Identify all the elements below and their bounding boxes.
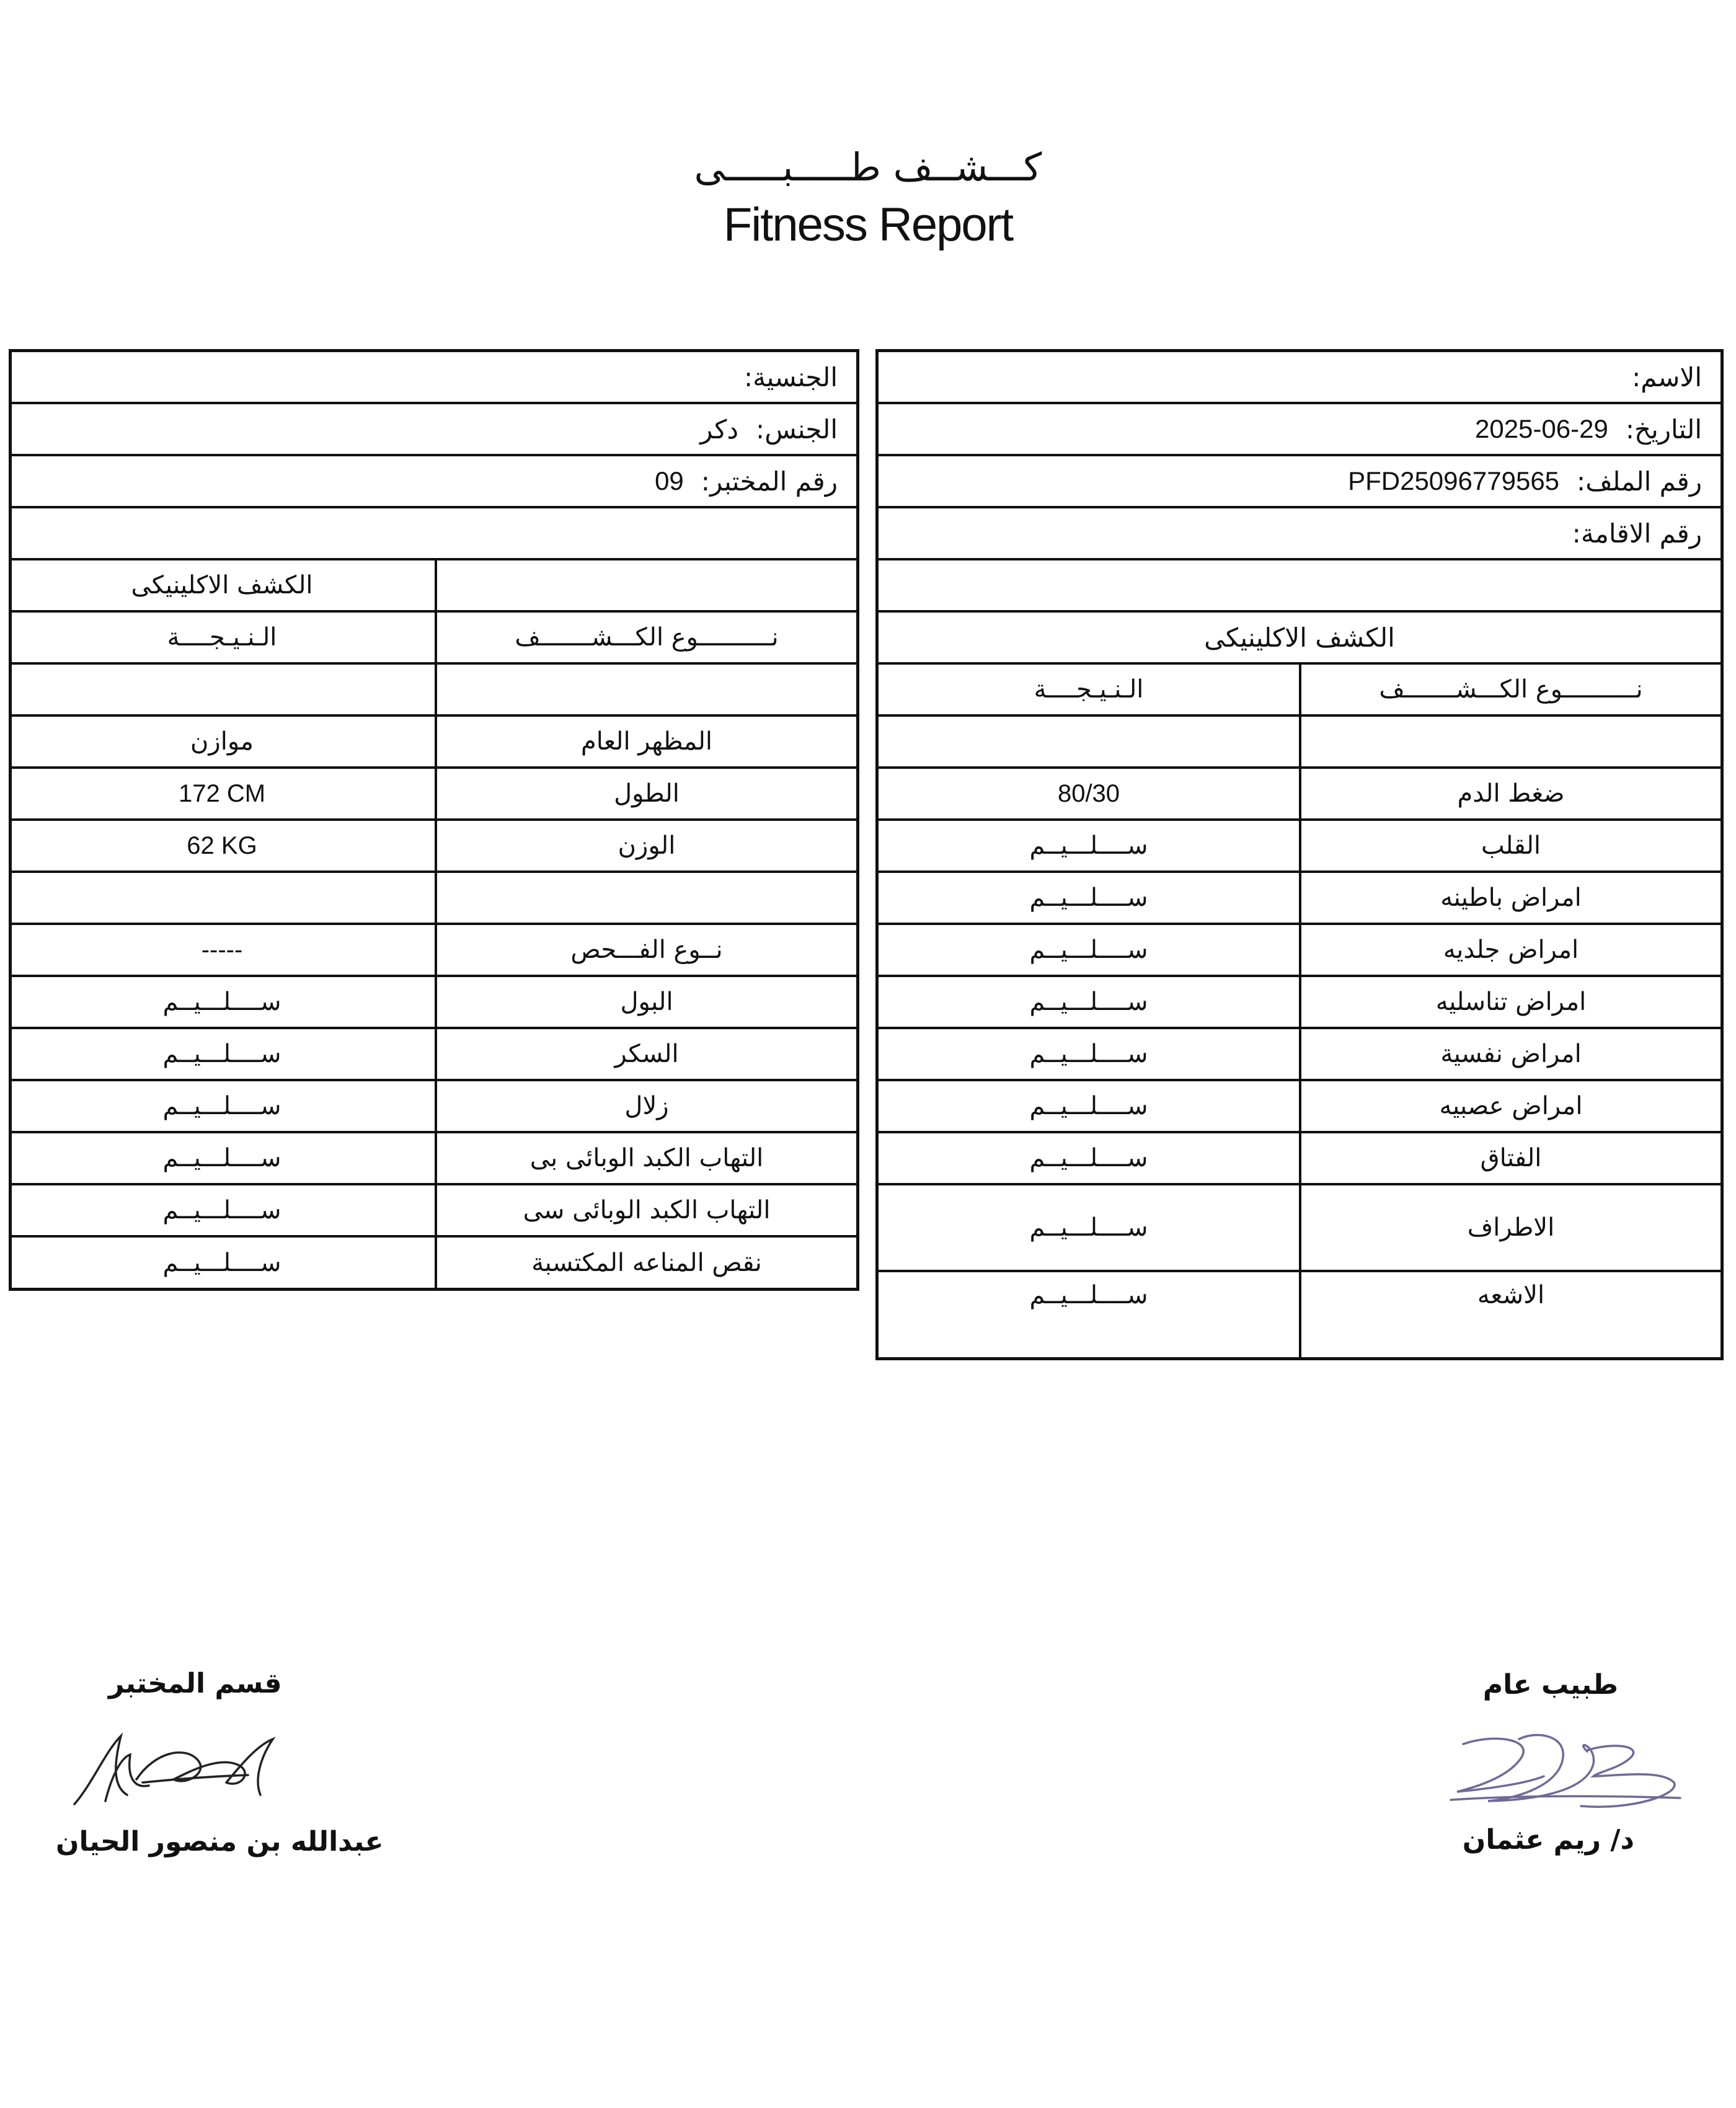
spacer-row [879,560,1720,613]
exam-type: امراض تناسليه [1299,977,1720,1027]
exam-type: التهاب الكبد الوبائى سى [435,1185,856,1235]
lab-officer-name: عبدالله بن منصور الحيان [56,1826,384,1858]
exam-result: ســــلـــيــم [1029,1213,1148,1242]
table-row [879,925,1720,977]
doctor-role: طبيب عام [1482,1669,1618,1701]
lab-signature [68,1727,279,1814]
exam-type: الفتاق [1299,1133,1720,1183]
gender-row [12,404,856,456]
table-row [12,1238,856,1288]
date-row [879,404,1720,456]
nationality-label: الجنسية: [743,361,838,392]
table-row [879,1133,1720,1185]
exam-type: السكر [435,1029,856,1079]
table-row [879,977,1720,1029]
table-row [12,1081,856,1133]
clinical-section-title-row [879,613,1720,665]
table-row [12,1185,856,1238]
table-row [879,1081,1720,1133]
exam-result: ســــلـــيــم [1029,1281,1148,1309]
table-row [12,1133,856,1185]
lab-department-label: قسم المختبر [108,1668,282,1699]
exam-type: امراض عصبيه [1299,1081,1720,1131]
exam-result: ســــلـــيــم [1029,831,1148,860]
exam-type: البول [435,977,856,1027]
name-label: الاسم: [1632,361,1702,392]
exam-result: ســــلـــيــم [162,1144,281,1172]
exam-type: امراض باطينه [1299,873,1720,923]
lab-number-row [12,456,856,508]
column-header-row [12,613,856,665]
exam-type: نــوع الفـــحص [435,925,856,975]
empty-row [12,665,856,717]
exam-result: ســــلـــيــم [162,1040,281,1068]
report-title-arabic: كـــشــف طـــــبـــــى [694,144,1042,190]
exam-result: ســــلـــيــم [1029,884,1148,912]
lab-number-label: رقم المختبر: [701,466,838,497]
date-label: التاريخ: [1625,414,1702,445]
exam-result: ســــلـــيــم [1029,1144,1148,1172]
exam-result: ----- [201,936,243,963]
left-info-table [9,349,859,1291]
residence-number-label: رقم الاقامة: [1572,518,1702,549]
exam-type: ضغط الدم [1299,769,1720,818]
table-row [879,1272,1720,1358]
table-row [879,769,1720,821]
doctor-signature [1445,1727,1693,1820]
clinical-section-title: الكشف الاكلينيكى [1204,622,1395,653]
clinical-section-title-row [12,560,856,613]
nationality-row [12,352,856,404]
report-title-english: Fitness Report [723,198,1013,251]
exam-result: ســــلـــيــم [1029,936,1148,964]
table-row [12,821,856,873]
exam-result: ســــلـــيــم [162,1092,281,1120]
gender-value: دكر [700,414,739,445]
exam-result: 172 CM [178,779,266,807]
doctor-name: د/ ريم عثمان [1462,1824,1634,1856]
lab-number-value: 09 [655,466,684,495]
date-value: 2025-06-29 [1474,414,1608,443]
column-header-type: نــــــــــوع الكـــشـــــــف [1299,665,1720,714]
exam-result: ســــلـــيــم [1029,1040,1148,1068]
file-number-value: PFD25096779565 [1348,466,1560,495]
exam-type: المظهر العام [435,717,856,766]
table-row [879,821,1720,873]
column-header-type: نــــــــــوع الكـــشـــــــف [435,613,856,662]
column-header-result: الـنـيـجــــة [167,623,277,652]
exam-type: زلال [435,1081,856,1131]
exam-type: الاشعه [1299,1272,1720,1358]
exam-type: التهاب الكبد الوبائى بى [435,1133,856,1183]
spacer-row [12,508,856,560]
exam-type: الطول [435,769,856,818]
clinical-section-title: الكشف الاكلينيكى [131,571,313,600]
exam-type: الاطراف [1299,1185,1720,1270]
exam-type: القلب [1299,821,1720,870]
right-info-table [875,349,1724,1360]
exam-result: ســــلـــيــم [162,1196,281,1224]
table-row [12,925,856,977]
table-row [12,769,856,821]
gender-label: الجنس: [756,414,838,445]
name-row [879,352,1720,404]
exam-result: موازن [190,727,254,756]
exam-result: 80/30 [1057,779,1120,807]
exam-type: امراض نفسية [1299,1029,1720,1079]
exam-result: ســــلـــيــم [1029,1092,1148,1120]
exam-result: ســــلـــيــم [1029,988,1148,1016]
column-header-result: الـنـيـجــــة [1034,675,1144,704]
table-row [12,1029,856,1081]
table-row [879,1185,1720,1272]
table-row [879,873,1720,925]
empty-row [879,717,1720,769]
column-header-row [879,665,1720,717]
table-row [12,717,856,769]
exam-type: امراض جلديه [1299,925,1720,975]
exam-result: ســــلـــيــم [162,988,281,1016]
exam-result: 62 KG [187,831,257,859]
file-number-label: رقم الملف: [1577,466,1702,497]
exam-type: الوزن [435,821,856,870]
exam-result: ســــلـــيــم [162,1249,281,1277]
residence-number-row [879,508,1720,560]
empty-row [12,873,856,925]
file-number-row [879,456,1720,508]
table-row [12,977,856,1029]
exam-type: نقص المناعه المكتسبة [435,1238,856,1288]
table-row [879,1029,1720,1081]
